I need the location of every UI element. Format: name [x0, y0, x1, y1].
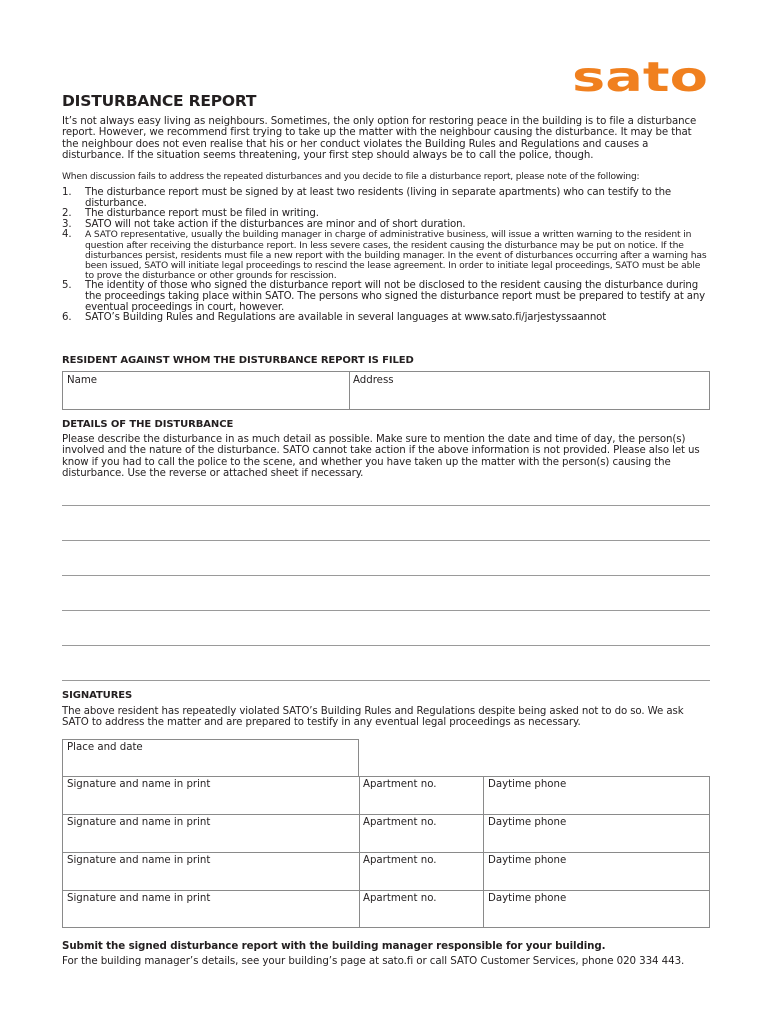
phone-field[interactable]: Daytime phone	[488, 779, 567, 790]
logo-text: sato	[572, 58, 708, 98]
write-line[interactable]	[62, 645, 710, 646]
write-line[interactable]	[62, 575, 710, 576]
rule-text: SATO will not take action if the disturbances are minor and of short duration.	[85, 218, 466, 230]
address-field[interactable]: Address	[353, 375, 394, 386]
resident-divider	[349, 372, 350, 409]
resident-heading: RESIDENT AGAINST WHOM THE DISTURBANCE REPORT IS FILED	[62, 355, 414, 366]
write-line[interactable]	[62, 505, 710, 506]
row-divider	[63, 814, 709, 815]
sato-logo	[572, 58, 710, 98]
rule-number: 4.	[62, 229, 72, 241]
write-line[interactable]	[62, 680, 710, 681]
rule-number: 5.	[62, 280, 72, 292]
rule-number: 6.	[62, 312, 72, 324]
rule-text: The disturbance report must be signed by at least two residents (living in separate apartments) who can testify to the disturbance.	[85, 187, 672, 209]
details-instructions: Please describe the disturbance in as much detail as possible. Make sure to mention the date and time of day, the person(s) involved and the nature of the disturbance. SATO cannot take action if the above information is not provided. Please also let us know if you had to call the police to the scene, and whether you have taken up the matter with the person(s) causing the disturbance. Use the reverse or attached sheet if necessary.	[62, 434, 700, 480]
apartment-field[interactable]: Apartment no.	[363, 779, 437, 790]
apartment-field[interactable]: Apartment no.	[363, 817, 437, 828]
rule-item	[62, 313, 710, 324]
rules-list	[62, 188, 710, 324]
name-field[interactable]: Name	[67, 375, 98, 386]
row-divider	[63, 890, 709, 891]
rule-item	[62, 230, 710, 281]
write-line[interactable]	[62, 610, 710, 611]
intro-paragraph	[62, 116, 710, 162]
resident-box	[62, 371, 710, 410]
rule-number: 1.	[62, 187, 72, 198]
rule-item	[62, 281, 710, 313]
place-date-field[interactable]	[62, 739, 359, 777]
column-divider	[359, 777, 360, 927]
phone-field[interactable]: Daytime phone	[488, 855, 567, 866]
rule-text: A SATO representative, usually the building manager in charge of administrative business, will issue a written warning to the resident in question after receiving the disturbance report. In less severe cases, the resident causing the disturbance may be put on notice. If the disturbances persist, residents must file a new report with the building manager. In the event of disturbances occurring after a warning has been issued, SATO will initiate legal proceedings to rescind the lease agreement. In order to initiate legal proceedings, SATO must be able to prove the disturbance or other grounds for rescission.	[85, 229, 707, 282]
intro-text: It’s not always easy living as neighbours. Sometimes, the only option for restoring peace in the building is to file a disturbance report. However, we recommend first trying to take up the matter with the neighbour causing the disturbance. It may be that the neighbour does not even realise that his or her conduct violates the Building Rules and Regulations and causes a disturbance. If the situation seems threatening, your first step should always be to call the police, though.	[62, 116, 697, 162]
instructions-note: When discussion fails to address the repeated disturbances and you decide to file a disturbance report, please note of the following:	[62, 172, 640, 182]
signatures-heading: SIGNATURES	[62, 690, 133, 701]
rule-number: 3.	[62, 218, 72, 230]
place-date-label: Place and date	[67, 742, 143, 753]
rule-item	[62, 188, 710, 209]
signature-field[interactable]: Signature and name in print	[67, 893, 211, 904]
details-heading: DETAILS OF THE DISTURBANCE	[62, 419, 234, 430]
signature-field[interactable]: Signature and name in print	[67, 855, 211, 866]
signatures-text: The above resident has repeatedly violated SATO’s Building Rules and Regulations despite being asked not to do so. We ask SATO to address the matter and are prepared to testify in any eventual legal proceedings as necessary.	[62, 706, 684, 729]
apartment-field[interactable]: Apartment no.	[363, 893, 437, 904]
signature-field[interactable]: Signature and name in print	[67, 779, 211, 790]
phone-field[interactable]: Daytime phone	[488, 817, 567, 828]
apartment-field[interactable]: Apartment no.	[363, 855, 437, 866]
rule-text: The disturbance report must be filed in writing.	[85, 208, 319, 220]
rule-text: The identity of those who signed the disturbance report will not be disclosed to the resident causing the disturbance during the proceedings taking place within SATO. The persons who signed the disturbance report must be prepared to testify at any eventual proceedings in court, however.	[85, 280, 706, 313]
page-title: DISTURBANCE REPORT	[62, 92, 257, 110]
rule-number: 2.	[62, 208, 72, 220]
write-line[interactable]	[62, 540, 710, 541]
signature-field[interactable]: Signature and name in print	[67, 817, 211, 828]
contact-info: For the building manager’s details, see your building’s page at sato.fi or call SATO Customer Services, phone 020 334 443.	[62, 955, 685, 967]
signature-table	[62, 776, 710, 928]
column-divider	[483, 777, 484, 927]
phone-field[interactable]: Daytime phone	[488, 893, 567, 904]
row-divider	[63, 852, 709, 853]
submit-instruction: Submit the signed disturbance report with the building manager responsible for your building.	[62, 940, 606, 952]
rule-text: SATO’s Building Rules and Regulations are available in several languages at www.sato.fi/jarjestyssaannot	[85, 312, 607, 324]
